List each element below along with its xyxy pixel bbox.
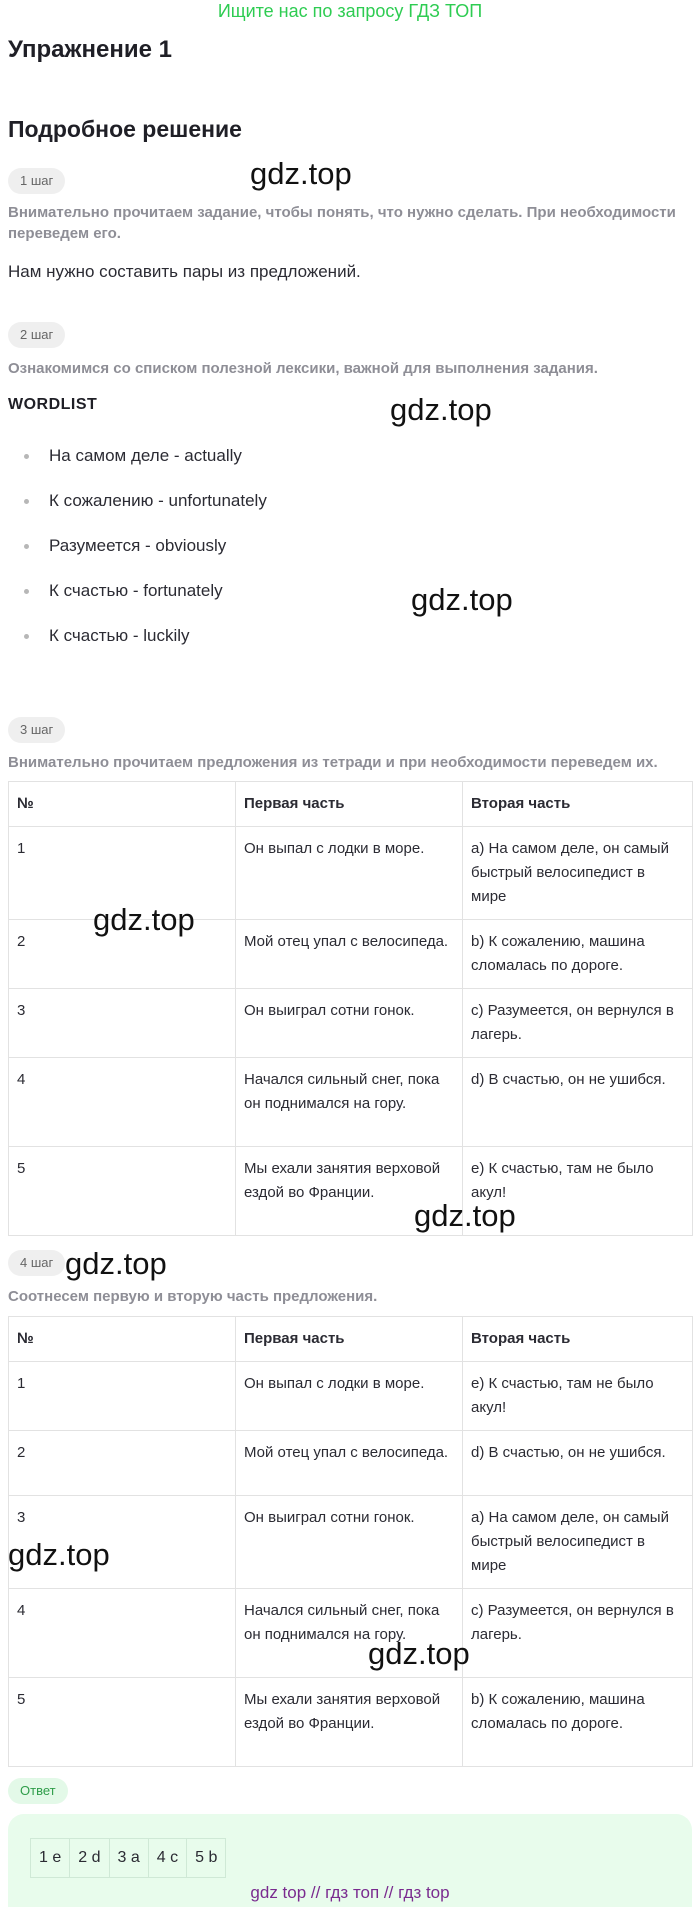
answer-badge: Ответ bbox=[8, 1778, 68, 1804]
step-1-badge: 1 шаг bbox=[8, 168, 65, 194]
table-cell: d) В счастью, он не ушибся. bbox=[463, 1431, 693, 1496]
matched-table bbox=[8, 1316, 693, 1767]
table-cell: 4 bbox=[9, 1589, 236, 1678]
table-cell: Он выпал с лодки в море. bbox=[236, 1362, 463, 1431]
table-cell: Он выиграл сотни гонок. bbox=[236, 989, 463, 1058]
search-banner[interactable]: Ищите нас по запросу ГДЗ ТОП bbox=[217, 1, 483, 21]
column-header: Вторая часть bbox=[463, 782, 693, 827]
table-cell: 2 bbox=[9, 920, 236, 989]
bullet-icon bbox=[24, 454, 29, 459]
list-item bbox=[20, 581, 267, 626]
bullet-icon bbox=[24, 499, 29, 504]
step-2-hint: Ознакомимся со списком полезной лексики, важной для выполнения задания. bbox=[8, 360, 598, 377]
table-header-row bbox=[9, 1317, 693, 1362]
column-header: № bbox=[9, 782, 236, 827]
answer-cell: 5 b bbox=[187, 1839, 226, 1878]
wordlist-title: WORDLIST bbox=[8, 396, 98, 413]
answer-cell: 3 a bbox=[109, 1839, 148, 1878]
wordlist-item: На самом деле - actually bbox=[49, 446, 242, 465]
table-cell: Мой отец упал с велосипеда. bbox=[236, 1431, 463, 1496]
list-item bbox=[20, 491, 267, 536]
list-item bbox=[20, 626, 267, 671]
table-cell: 1 bbox=[9, 1362, 236, 1431]
table-cell: b) К сожалению, машина сломалась по дороге. bbox=[463, 920, 693, 989]
step-1-text: Нам нужно составить пары из предложений. bbox=[8, 262, 361, 281]
table-cell: 3 bbox=[9, 989, 236, 1058]
table-cell: c) Разумеется, он вернулся в лагерь. bbox=[463, 1589, 693, 1678]
table-cell: e) К счастью, там не было акул! bbox=[463, 1147, 693, 1236]
footer-links[interactable]: gdz top // гдз топ // гдз top bbox=[250, 1883, 450, 1902]
watermark: gdz.top bbox=[390, 392, 492, 427]
table-row bbox=[9, 1589, 693, 1678]
table-cell: b) К сожалению, машина сломалась по дороге. bbox=[463, 1678, 693, 1767]
step-3-hint: Внимательно прочитаем предложения из тетради и при необходимости переведем их. bbox=[8, 754, 658, 771]
step-1-hint: Внимательно прочитаем задание, чтобы понять, что нужно сделать. При необходимости переведем его. bbox=[8, 204, 676, 242]
answer-cell: 4 c bbox=[148, 1839, 186, 1878]
table-cell: e) К счастью, там не было акул! bbox=[463, 1362, 693, 1431]
step-3-badge: 3 шаг bbox=[8, 717, 65, 743]
watermark: gdz.top bbox=[368, 1636, 470, 1671]
table-cell: c) Разумеется, он вернулся в лагерь. bbox=[463, 989, 693, 1058]
wordlist-item: Разумеется - obviously bbox=[49, 536, 227, 555]
watermark: gdz.top bbox=[93, 902, 195, 937]
table-cell: Мой отец упал с велосипеда. bbox=[236, 920, 463, 989]
table-cell: 3 bbox=[9, 1496, 236, 1589]
list-item bbox=[20, 446, 267, 491]
step-4-hint: Соотнесем первую и вторую часть предложения. bbox=[8, 1288, 378, 1305]
table-cell: Мы ехали занятия верховой ездой во Франции. bbox=[236, 1147, 463, 1236]
table-cell: d) В счастью, он не ушибся. bbox=[463, 1058, 693, 1147]
table-cell: 5 bbox=[9, 1147, 236, 1236]
answer-table bbox=[30, 1838, 226, 1878]
table-cell: Он выиграл сотни гонок. bbox=[236, 1496, 463, 1589]
table-row bbox=[9, 1678, 693, 1767]
table-row bbox=[9, 989, 693, 1058]
step-4-badge: 4 шаг bbox=[8, 1250, 65, 1276]
answer-cell: 1 e bbox=[31, 1839, 70, 1878]
wordlist-item: К сожалению - unfortunately bbox=[49, 491, 267, 510]
wordlist-item: К счастью - fortunately bbox=[49, 581, 223, 600]
table-cell: 5 bbox=[9, 1678, 236, 1767]
watermark: gdz.top bbox=[65, 1246, 167, 1281]
exercise-title: Упражнение 1 bbox=[8, 36, 172, 63]
table-row bbox=[9, 1496, 693, 1589]
column-header: № bbox=[9, 1317, 236, 1362]
watermark: gdz.top bbox=[411, 582, 513, 617]
column-header: Вторая часть bbox=[463, 1317, 693, 1362]
table-cell: 1 bbox=[9, 827, 236, 920]
column-header: Первая часть bbox=[236, 1317, 463, 1362]
table-row bbox=[9, 1362, 693, 1431]
bullet-icon bbox=[24, 544, 29, 549]
table-cell: 4 bbox=[9, 1058, 236, 1147]
answer-cell: 2 d bbox=[70, 1839, 109, 1878]
sentences-table bbox=[8, 781, 693, 1236]
table-cell: Начался сильный снег, пока он поднимался на гору. bbox=[236, 1589, 463, 1678]
wordlist bbox=[20, 446, 267, 671]
watermark: gdz.top bbox=[250, 156, 352, 191]
table-cell: Начался сильный снег, пока он поднимался на гору. bbox=[236, 1058, 463, 1147]
table-row bbox=[9, 1058, 693, 1147]
step-2-badge: 2 шаг bbox=[8, 322, 65, 348]
table-cell: a) На самом деле, он самый быстрый велосипедист в мире bbox=[463, 1496, 693, 1589]
table-cell: Мы ехали занятия верховой ездой во Франции. bbox=[236, 1678, 463, 1767]
watermark: gdz.top bbox=[8, 1537, 110, 1572]
table-header-row bbox=[9, 782, 693, 827]
wordlist-item: К счастью - luckily bbox=[49, 626, 190, 645]
table-cell: 2 bbox=[9, 1431, 236, 1496]
table-row bbox=[9, 1147, 693, 1236]
table-row bbox=[31, 1839, 226, 1878]
list-item bbox=[20, 536, 267, 581]
table-cell: a) На самом деле, он самый быстрый велосипедист в мире bbox=[463, 827, 693, 920]
table-cell: Он выпал с лодки в море. bbox=[236, 827, 463, 920]
bullet-icon bbox=[24, 589, 29, 594]
column-header: Первая часть bbox=[236, 782, 463, 827]
bullet-icon bbox=[24, 634, 29, 639]
solution-heading: Подробное решение bbox=[8, 116, 242, 142]
watermark: gdz.top bbox=[414, 1198, 516, 1233]
table-row bbox=[9, 1431, 693, 1496]
